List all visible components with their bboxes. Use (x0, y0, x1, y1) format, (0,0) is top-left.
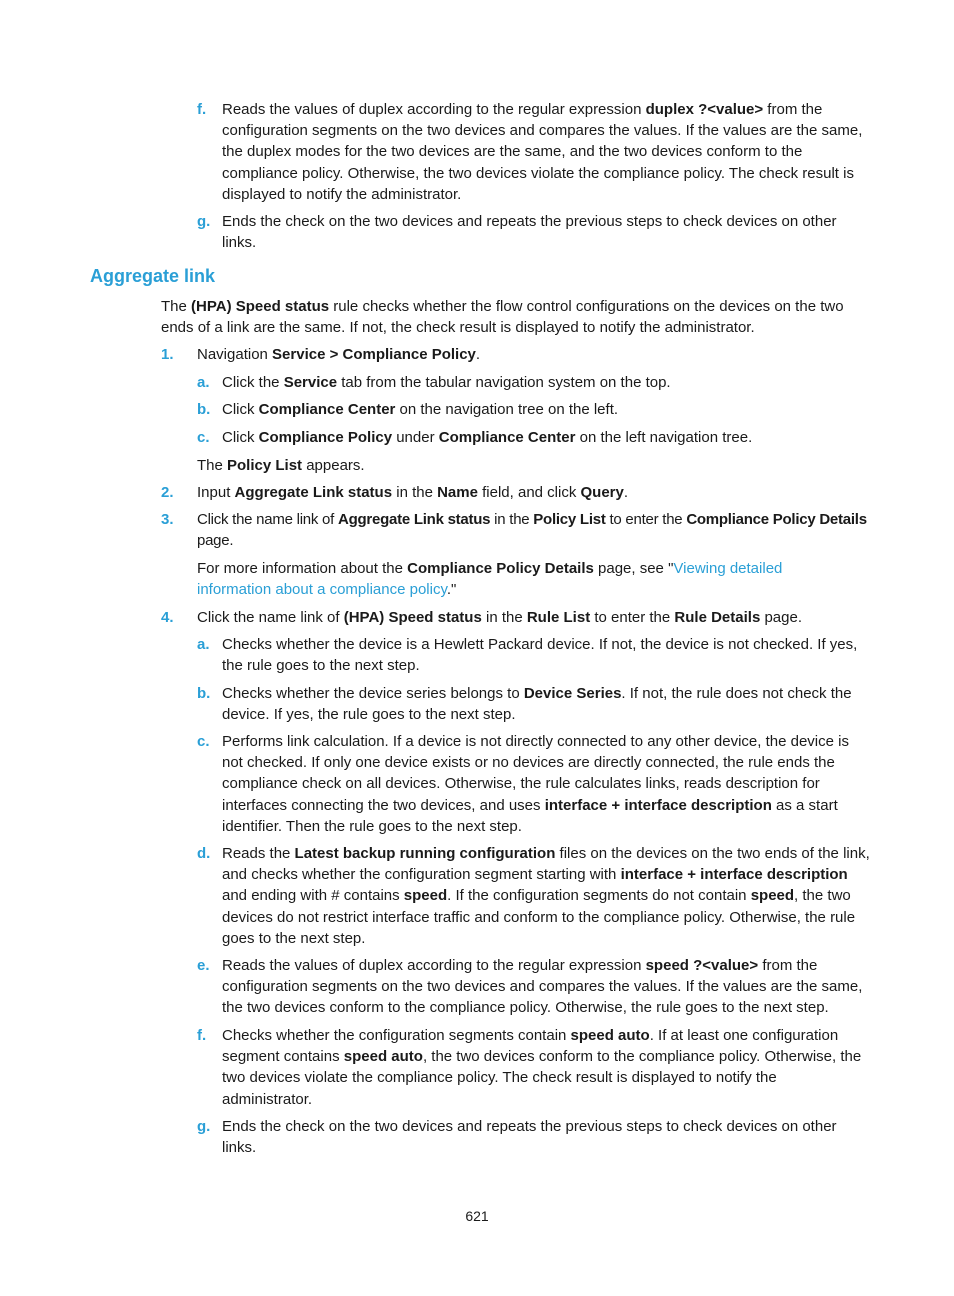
page-number: 621 (465, 1208, 489, 1224)
step-note: The Policy List appears. (197, 457, 365, 474)
list-marker: f. (197, 101, 207, 118)
step-text: Click the name link of Aggregate Link status in the Policy List to enter the Compliance Policy Details page. (197, 511, 867, 550)
step-note: For more information about the Compliance Policy Details page, see "Viewing detailed information about a compliance policy." (197, 560, 783, 599)
step-number: 2. (161, 484, 174, 501)
list-item-text: Checks whether the device is a Hewlett Packard device. If not, the device is not checked. If yes, the rule goes to the next step. (222, 636, 858, 675)
list-marker: c. (197, 429, 210, 446)
step-text: Input Aggregate Link status in the Name field, and click Query. (197, 484, 629, 501)
list-item-text: Click the Service tab from the tabular navigation system on the top. (222, 374, 671, 391)
list-item-text: Click Compliance Center on the navigation tree on the left. (222, 401, 619, 418)
list-marker: c. (197, 733, 210, 750)
list-item-text: Ends the check on the two devices and repeats the previous steps to check devices on other links. (222, 213, 837, 252)
list-marker: f. (197, 1027, 207, 1044)
list-item-text: Reads the values of duplex according to the regular expression speed ?<value> from the configuration segments on the two devices and compares the values. If the values are the same, the two devices conform to the compliance policy. Otherwise, the rule goes to the next step. (222, 957, 863, 1017)
step-text: Navigation Service > Compliance Policy. (197, 346, 481, 363)
cross-reference-link[interactable]: Viewing detailed information about a compliance policy (197, 560, 783, 599)
list-item-text: Performs link calculation. If a device is not directly connected to any other device, the device is not checked. If only one device exists or no devices are directly connected, the rule ends the compliance check on all devices. Otherwise, the rule calculates links, reads description for interfaces connecting the two devices, and uses interface + interface description as a start identifier. Then the rule goes to the next step. (222, 733, 849, 835)
list-marker: b. (197, 401, 211, 418)
list-item-text: Reads the Latest backup running configuration files on the devices on the two ends of the link, and checks whether the configuration segment starting with interface + interface description and ending with # contains speed. If the configuration segments do not contain speed, the two devices do not restrict interface traffic and conform to the compliance policy. Otherwise, the rule goes to the next step. (222, 845, 870, 947)
list-marker: d. (197, 845, 211, 862)
list-item-text: Checks whether the configuration segments contain speed auto. If at least one configuration segment contains speed auto, the two devices conform to the compliance policy. Otherwise, the two devices violate the compliance policy. The check result is displayed to notify the administrator. (222, 1027, 862, 1108)
step-number: 4. (161, 609, 174, 626)
intro-paragraph: The (HPA) Speed status rule checks whether the flow control configurations on the devices on the two ends of a link are the same. If not, the check result is displayed to notify the administrator. (161, 298, 844, 337)
list-item-text: Checks whether the device series belongs to Device Series. If not, the rule does not check the device. If yes, the rule goes to the next step. (222, 685, 852, 724)
step-number: 1. (161, 346, 174, 363)
list-marker: a. (197, 374, 210, 391)
list-marker: g. (197, 1118, 211, 1135)
list-marker: b. (197, 685, 211, 702)
list-item-text: Click Compliance Policy under Compliance Center on the left navigation tree. (222, 429, 753, 446)
list-item-text: Ends the check on the two devices and repeats the previous steps to check devices on other links. (222, 1118, 837, 1157)
step-text: Click the name link of (HPA) Speed status in the Rule List to enter the Rule Details page. (197, 609, 803, 626)
list-marker: a. (197, 636, 210, 653)
list-marker: e. (197, 957, 210, 974)
list-marker: g. (197, 213, 211, 230)
step-number: 3. (161, 511, 174, 528)
list-item-text: Reads the values of duplex according to the regular expression duplex ?<value> from the configuration segments on the two devices and compares the values. If the values are the same, the duplex modes for the two devices are the same, and the two devices conform to the compliance policy. Otherwise, the two devices violate the compliance policy. The check result is displayed to notify the administrator. (222, 101, 863, 203)
section-heading: Aggregate link (90, 266, 216, 286)
